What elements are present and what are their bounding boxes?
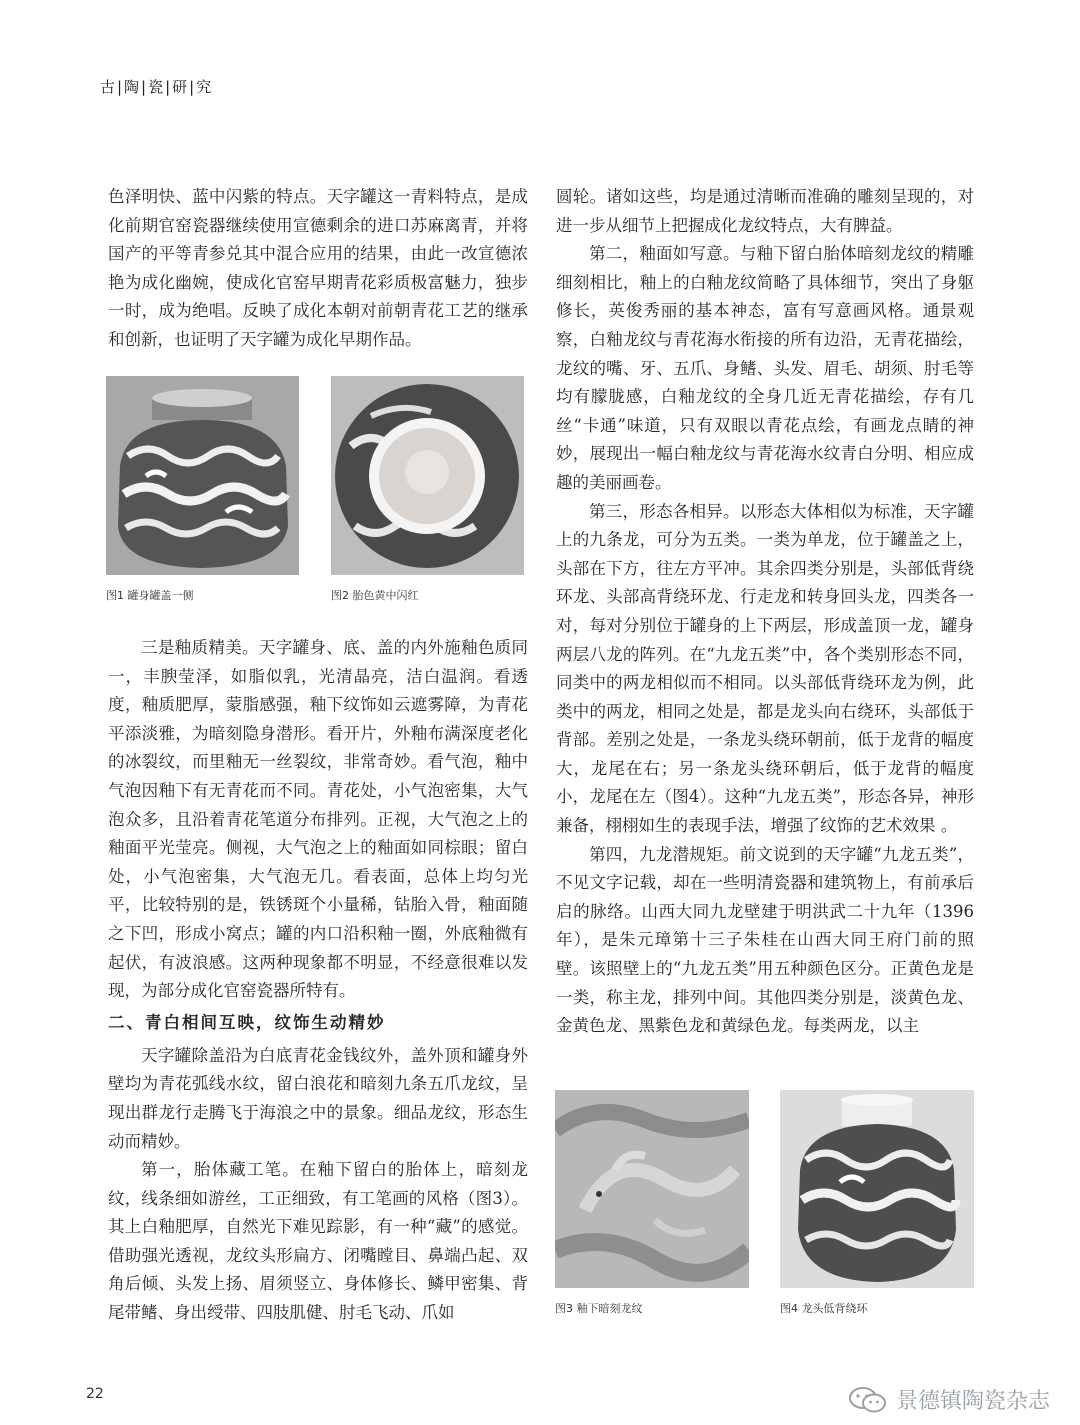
figure-4-image xyxy=(780,1090,974,1288)
figure-1-caption: 图1 罐身罐盖一侧 xyxy=(106,589,194,602)
left-column-top xyxy=(108,183,528,355)
paragraph: 三是釉质精美。天字罐身、底、盖的内外施釉色质同一，丰腴莹泽，如脂似乳，光清晶亮，洁白温润。看透度，釉质肥厚，蒙脂感强，釉下纹饰如云遮雾障，为青花平添淡雅，为暗刻隐身潜形。看开片，外釉布满深度老化的冰裂纹，而里釉无一丝裂纹，非常奇妙。看气泡，釉中气泡因釉下有无青花而不同。青花处，小气泡密集，大气泡众多，且沿着青花笔道分布排列。正视，大气泡之上的釉面平光莹亮。侧视，大气泡之上的釉面如同棕眼；留白处，小气泡密集，大气泡无几。看表面，总体上均匀光平，比较特别的是，铁锈斑个小量稀，钻胎入骨，釉面随之下凹，形成小窝点；罐的内口沿积釉一圈，外底釉微有起伏，有波浪感。这两种现象都不明显，不经意很难以发现，为部分成化官窑瓷器所特有。 xyxy=(108,638,528,1001)
paragraph: 第二，釉面如写意。与釉下留白胎体暗刻龙纹的精雕细刻相比，釉上的白釉龙纹简略了具体细节，突出了身躯修长，英俊秀丽的基本神态，富有写意画风格。通景观察，白釉龙纹与青花海水衔接的所有边沿，无青花描绘，龙纹的嘴、牙、五爪、身鳍、头发、眉毛、胡须、肘毛等均有朦胧感，白釉龙纹的全身几近无青花描绘，存有几丝“卡通”味道，只有双眼以青花点绘，有画龙点睛的神妙，展现出一幅白釉龙纹与青花海水纹青白分明、相应成趣的美丽画卷。 xyxy=(556,244,974,492)
section-heading: 二、青白相间互映，纹饰生动精妙 xyxy=(108,1012,386,1032)
figure-1-image xyxy=(106,376,299,575)
paragraph: 圆轮。诸如这些，均是通过清晰而准确的雕刻呈现的，对进一步从细节上把握成化龙纹特点，大有脾益。 xyxy=(556,187,974,235)
figure-2-caption: 图2 胎色黄中闪红 xyxy=(331,589,419,602)
paragraph: 色泽明快、蓝中闪紫的特点。天字罐这一青料特点，是成化前期官窑瓷器继续使用宣德剩余的进口苏麻离青，并将国产的平等青参兑其中混合应用的结果，由此一改宣德浓艳为成化幽婉，使成化官窑早期青花彩质极富魅力，独步一时，成为绝唱。反映了成化本朝对前朝青花工艺的继承和创新，也证明了天字罐为成化早期作品。 xyxy=(108,187,528,349)
figure-3-caption: 图3 釉下暗刻龙纹 xyxy=(555,1302,643,1315)
figure-2-image xyxy=(331,376,524,575)
paragraph: 第三，形态各相异。以形态大体相似为标准，天字罐上的九条龙，可分为五类。一类为单龙，位于罐盖之上，头部在下方，往左方平冲。其余四类分别是，头部低背绕环龙、头部高背绕环龙、行走龙和转身回头龙，四类各一对，每对分别位于罐身的上下两层，形成盖顶一龙，罐身两层八龙的阵列。在“九龙五类”中，各个类别形态不同，同类中的两龙相似而不相同。以头部低背绕环龙为例，此类中的两龙，相同之处是，都是龙头向右绕环，头部低于背部。差别之处是，一条龙头绕环朝前，低于龙背的幅度大，龙尾在右；另一条龙头绕环朝后，低于龙背的幅度小，龙尾在左（图4）。这种“九龙五类”，形态各异，神形兼备，栩栩如生的表现手法，增强了纹饰的艺术效果 。 xyxy=(556,501,974,836)
left-column-bottom xyxy=(108,634,528,1328)
right-column xyxy=(556,183,974,1041)
paragraph: 第四，九龙潜规矩。前文说到的天字罐“九龙五类”，不见文字记载，却在一些明清瓷器和建筑物上，有前承后启的脉络。山西大同九龙壁建于明洪武二十九年（1396年），是朱元璋第十三子朱桂在山西大同王府门前的照壁。该照壁上的“九龙五类”用五种颜色区分。正黄色龙是一类，称主龙，排列中间。其他四类分别是，淡黄色龙、金黄色龙、黑紫色龙和黄绿色龙。每类两龙，以主 xyxy=(556,844,974,1036)
running-header: 古|陶|瓷|研|究 xyxy=(100,78,214,96)
watermark xyxy=(848,1384,1050,1415)
watermark-text: 景德镇陶瓷杂志 xyxy=(895,1389,1050,1414)
paragraph: 第一，胎体藏工笔。在釉下留白的胎体上，暗刻龙纹，线条细如游丝，工正细致，有工笔画的风格（图3）。其上白釉肥厚，自然光下难见踪影，有一种“藏”的感觉。借助强光透视，龙纹头形扁方、闭嘴瞠目、鼻端凸起、双角后倾、头发上扬、眉须竖立、身体修长、鳞甲密集、背尾带鳍、身出绶带、四肢肌健、肘毛飞动、爪如 xyxy=(108,1160,528,1323)
figure-3-image xyxy=(555,1090,749,1288)
paragraph: 天字罐除盖沿为白底青花金钱纹外，盖外顶和罐身外壁均为青花弧线水纹，留白浪花和暗刻九条五爪龙纹，呈现出群龙行走腾飞于海浪之中的景象。细品龙纹，形态生动而精妙。 xyxy=(108,1045,528,1151)
wechat-icon xyxy=(848,1386,888,1414)
page-number: 22 xyxy=(86,1386,104,1402)
figure-4-caption: 图4 龙头低背绕环 xyxy=(780,1302,868,1315)
